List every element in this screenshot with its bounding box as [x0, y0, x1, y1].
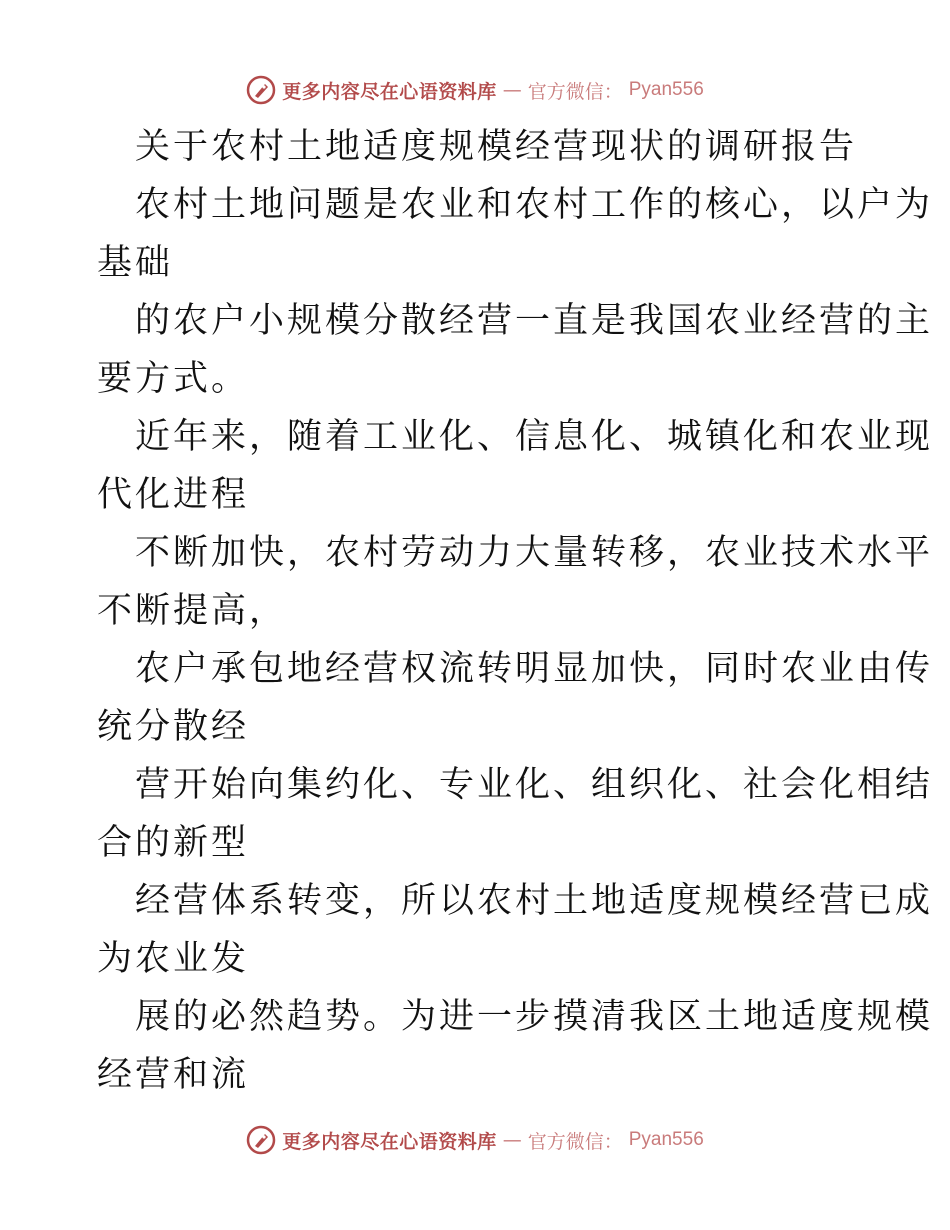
paragraph-line: 基础	[97, 243, 174, 283]
paragraph-line: 不断加快，农村劳动力大量转移，农业技术水平	[135, 533, 934, 573]
watermark-contact-label: 官方微信：	[527, 80, 623, 103]
watermark-contact-label: 官方微信：	[527, 1130, 623, 1153]
header-watermark	[0, 70, 950, 110]
pen-nib-logo-icon	[246, 1125, 276, 1155]
watermark-contact-id: Pyan556	[628, 1129, 704, 1150]
pen-nib-logo-icon	[246, 75, 276, 105]
paragraph-line: 农户承包地经营权流转明显加快，同时农业由传	[135, 649, 934, 689]
paragraph-line: 经营体系转变，所以农村土地适度规模经营已成	[135, 881, 934, 921]
paragraph-line: 不断提高，	[97, 591, 288, 631]
paragraph-line: 经营和流	[97, 1055, 250, 1095]
paragraph-line: 代化进程	[97, 475, 250, 515]
paragraph-line: 营开始向集约化、专业化、组织化、社会化相结	[135, 765, 934, 805]
watermark-brand: 更多内容尽在心语资料库	[282, 1130, 497, 1153]
paragraph-line: 近年来，随着工业化、信息化、城镇化和农业现	[135, 417, 934, 457]
paragraph-line: 要方式。	[97, 359, 250, 399]
watermark-separator: —	[502, 1129, 522, 1151]
paragraph-line: 统分散经	[97, 707, 250, 747]
document-title: 关于农村土地适度规模经营现状的调研报告	[135, 127, 858, 167]
paragraph-line: 展的必然趋势。为进一步摸清我区土地适度规模	[135, 997, 934, 1037]
document-body	[97, 118, 934, 1104]
paragraph-line: 合的新型	[97, 823, 250, 863]
watermark-contact-id: Pyan556	[628, 79, 704, 100]
watermark-brand: 更多内容尽在心语资料库	[282, 80, 497, 103]
paragraph-line: 为农业发	[97, 939, 250, 979]
watermark-separator: —	[502, 79, 522, 101]
footer-watermark	[0, 1120, 950, 1160]
paragraph-line: 的农户小规模分散经营一直是我国农业经营的主	[135, 301, 934, 341]
paragraph-line: 农村土地问题是农业和农村工作的核心，以户为	[135, 185, 934, 225]
